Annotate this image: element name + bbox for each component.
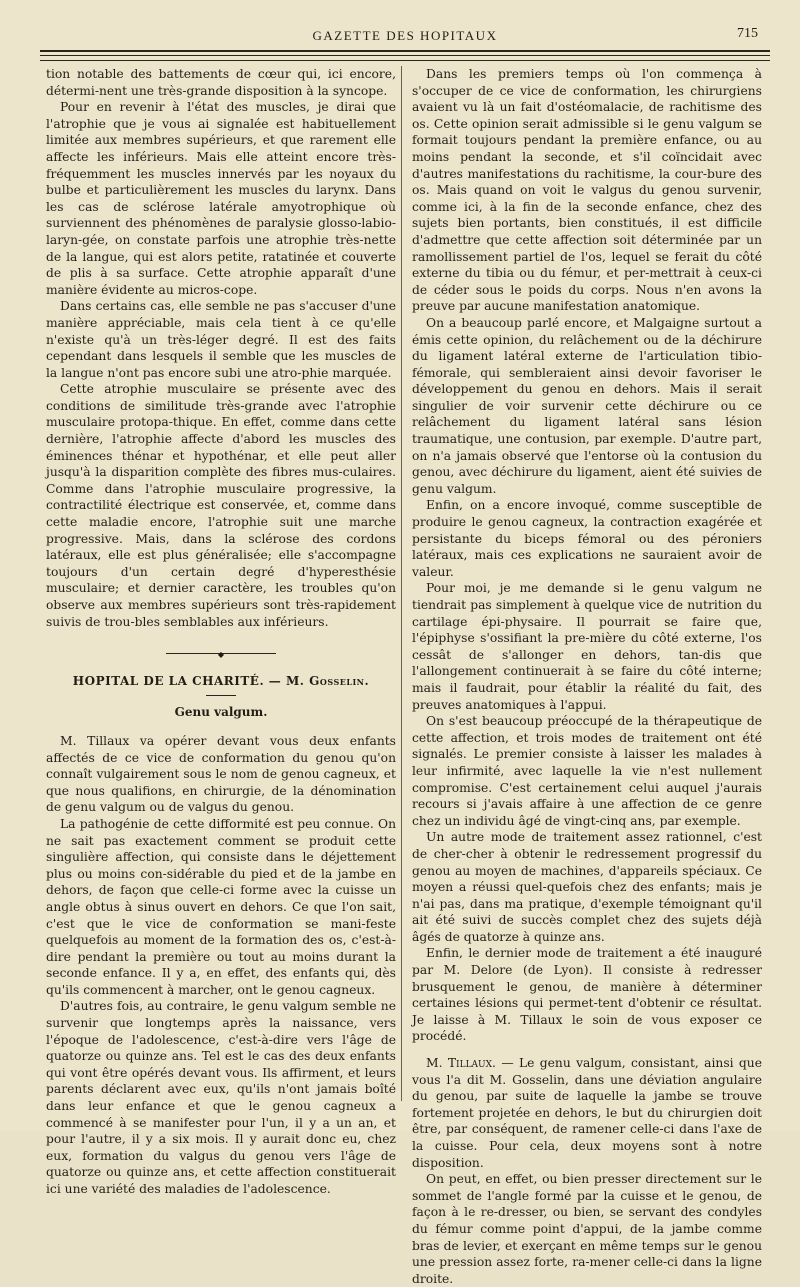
- page-header: [40, 28, 770, 48]
- paragraph: Pour en revenir à l'état des muscles, je dirai que l'atrophie que je vous ai signalée est habituellement limitée aux membres supérieurs, et que rarement elle affecte les inférieurs. Mais elle atteint encore très-fréquemment les muscles innervés par les noyaux du bulbe et particulièrement les muscles du larynx. Dans les cas de sclérose latérale amyotrophique où surviennent des phénomènes de paralysie glosso-labio-laryn-gée, on constate parfois une atrophie très-nette de la langue, qui est alors petite, ratatinée et couverte de plis à sa surface. Cette atrophie apparaît d'une manière évidente au micros-cope.: [46, 100, 396, 297]
- section-heading: [46, 673, 396, 690]
- paragraph: Pour moi, je me demande si le genu valgum ne tiendrait pas simplement à quelque vice de nutrition du cartilage épi-physaire. Il pourrait se faire que, l'épiphyse s'ossifiant la pre-mière du côté externe, l'os cessât de s'allonger en dehors, tan-dis que l'allongement continuerait à se faire du côté interne; mais il faudrait, pour établir la réalité du fait, des preuves anatomiques à l'appui.: [412, 581, 762, 712]
- left-column: [46, 66, 396, 1198]
- right-column: [412, 66, 762, 1287]
- paragraph: tion notable des battements de cœur qui, ici encore, détermi-nent une très-grande disposition à la syncope.: [46, 67, 396, 98]
- page-number: 715: [737, 26, 758, 41]
- header-rule: [40, 55, 770, 56]
- paragraph: Enfin, le dernier mode de traitement a été inauguré par M. Delore (de Lyon). Il consiste à redresser brusquement le genou, de manière à déterminer certaines lésions qui permet-tent d'obtenir ce résultat. Je laisse à M. Tillaux le soin de vous exposer ce procédé.: [412, 946, 762, 1044]
- speaker-name: M. Tillaux.: [426, 1056, 496, 1071]
- paragraph: On a beaucoup parlé encore, et Malgaigne surtout a émis cette opinion, du relâchement ou de la déchirure du ligament latéral externe de l'articulation tibio-fémorale, qui sembleraient ainsi devoir favoriser le développement du genou en dehors. Mais il serait singulier de voir survenir cette déchirure ou ce relâchement du ligament latéral sans lésion traumatique, une contusion, par exemple. D'autre part, on n'a jamais observé que l'entorse où la contusion du genou, avec déchirure du ligament, aient été suivies de genu valgum.: [412, 315, 762, 496]
- paragraph: Dans les premiers temps où l'on commença à s'occuper de ce vice de conformation, les chirurgiens avaient vu là un fait d'ostéomalacie, de rachitisme des os. Cette opinion serait admissible si le genu valgum se formait toujours pendant la première enfance, ou au moins pendant la seconde, et s'il coïncidait avec d'autres manifestations du rachitisme, la cour-bure des os. Mais quand on voit le valgus du genou survenir, comme ici, à la fin de la seconde enfance, chez des sujets bien portants, bien constitués, il est difficile d'admettre que cette affection soit déterminée par un ramollissement partiel de l'os, lequel se ferait du côté externe du tibia ou du fémur, et per-mettrait à ceux-ci de céder sous le poids du corps. Nous n'en avons la preuve par aucune manifestation anatomique.: [412, 67, 762, 314]
- header-rule: [40, 50, 770, 52]
- running-title: GAZETTE DES HOPITAUX: [312, 28, 498, 43]
- section-subtitle: Genu valgum.: [174, 705, 268, 720]
- section-heading-text: HOPITAL DE LA CHARITÉ. —: [72, 673, 286, 688]
- speaker-text: — Le genu valgum, consistant, ainsi que vous l'a dit M. Gosselin, dans une déviation angulaire du genou, par suite de laquelle la jambe se trouve fortement projetée en dehors, le but du chirurgien doit être, par conséquent, de ramener celle-ci dans l'axe de la cuisse. Pour cela, deux moyens sont à notre disposition.: [412, 1056, 762, 1170]
- speaker-paragraph: [412, 1055, 762, 1171]
- short-rule: [206, 695, 236, 696]
- header-rule: [40, 60, 770, 61]
- section-author: M. Gosselin.: [285, 673, 370, 688]
- column-divider: [401, 66, 402, 1101]
- paragraph: Enfin, on a encore invoqué, comme susceptible de produire le genou cagneux, la contraction exagérée et persistante du biceps fémoral ou des péroniers latéraux, mais ces explications ne sauraient avoir de valeur.: [412, 498, 762, 579]
- section-divider: [46, 642, 396, 659]
- paragraph: Dans certains cas, elle semble ne pas s'accuser d'une manière appréciable, mais cela tient à ce qu'elle n'existe qu'à un très-léger degré. Il est des faits cependant dans lesquels il semble que les muscles de la langue n'ont pas encore subi une atro-phie marquée.: [46, 299, 396, 380]
- paragraph: La pathogénie de cette difformité est peu connue. On ne sait pas exactement comment se produit cette singulière affection, qui consiste dans le déjettement plus ou moins con-sidérable du pied et de la jambe en dehors, de façon que celle-ci forme avec la cuisse un angle obtus à sinus ouvert en dehors. Ce que l'on sait, c'est que le vice de conformation se mani-feste quelquefois au moment de la formation des os, c'est-à-dire pendant la première ou tout au moins durant la seconde enfance. Il y a, en effet, des enfants qui, dès qu'ils commencent à marcher, ont le genou cagneux.: [46, 816, 396, 997]
- paragraph: Cette atrophie musculaire se présente avec des conditions de similitude très-grande avec l'atrophie musculaire protopa-thique. En effet, comme dans cette dernière, l'atrophie affecte d'abord les muscles des éminences thénar et hypothénar, et elle peut aller jusqu'à la disparition complète des fibres mus-culaires. Comme dans l'atrophie musculaire progressive, la contractilité électrique est conservée, et, comme dans cette maladie encore, l'atrophie suit une marche progressive. Mais, dans la sclérose des cordons latéraux, elle est plus généralisée; elle s'accompagne toujours d'un certain degré d'hyperesthésie musculaire; et dernier caractère, les troubles qu'on observe aux membres supérieurs sont très-rapidement suivis de trou-bles semblables aux inférieurs.: [46, 382, 396, 629]
- paragraph: On peut, en effet, ou bien presser directement sur le sommet de l'angle formé par la cuisse et le genou, de façon à le re-dresser, ou bien, se servant des condyles du fémur comme point d'appui, de la jambe comme bras de levier, et exerçant en même temps sur le genou une pression assez forte, ra-mener celle-ci dans la ligne droite.: [412, 1172, 762, 1286]
- paragraph: D'autres fois, au contraire, le genu valgum semble ne survenir que longtemps après la naissance, vers l'époque de l'adolescence, c'est-à-dire vers l'âge de quatorze ou quinze ans. Tel est le cas des deux enfants qui vont être opérés devant vous. Ils affirment, et leurs parents déclarent avec eux, qu'ils n'ont jamais boîté dans leur enfance et que le genou cagneux a commencé à se manifester pour l'un, il y a un an, et pour l'autre, il y a six mois. Il y aurait donc eu, chez eux, formation du valgus du genou vers l'âge de quatorze ou quinze ans, et cette affection constituerait ici une variété des maladies de l'adolescence.: [46, 999, 396, 1196]
- paragraph: M. Tillaux va opérer devant vous deux enfants affectés de ce vice de conformation du genou qu'on connaît vulgairement sous le nom de genou cagneux, et que nous qualifions, en chirurgie, de la dénomination de genu valgum ou de valgus du genou.: [46, 733, 396, 815]
- paragraph: Un autre mode de traitement assez rationnel, c'est de cher-cher à obtenir le redressement progressif du genou au moyen de machines, d'appareils spéciaux. Ce moyen a réussi quel-quefois chez des enfants; mais je n'ai pas, dans ma pratique, d'exemple témoignant qu'il ait été suivi de succès complet chez des sujets déjà âgés de quatorze à quinze ans.: [412, 830, 762, 944]
- paragraph: On s'est beaucoup préoccupé de la thérapeutique de cette affection, et trois modes de traitement ont été signalés. Le premier consiste à laisser les malades à leur infirmité, avec laquelle la vie n'est nullement compromise. C'est certainement celui auquel j'aurais recours si j'avais affaire à une affection de ce genre chez un individu âgé de vingt-cinq ans, par exemple.: [412, 714, 762, 828]
